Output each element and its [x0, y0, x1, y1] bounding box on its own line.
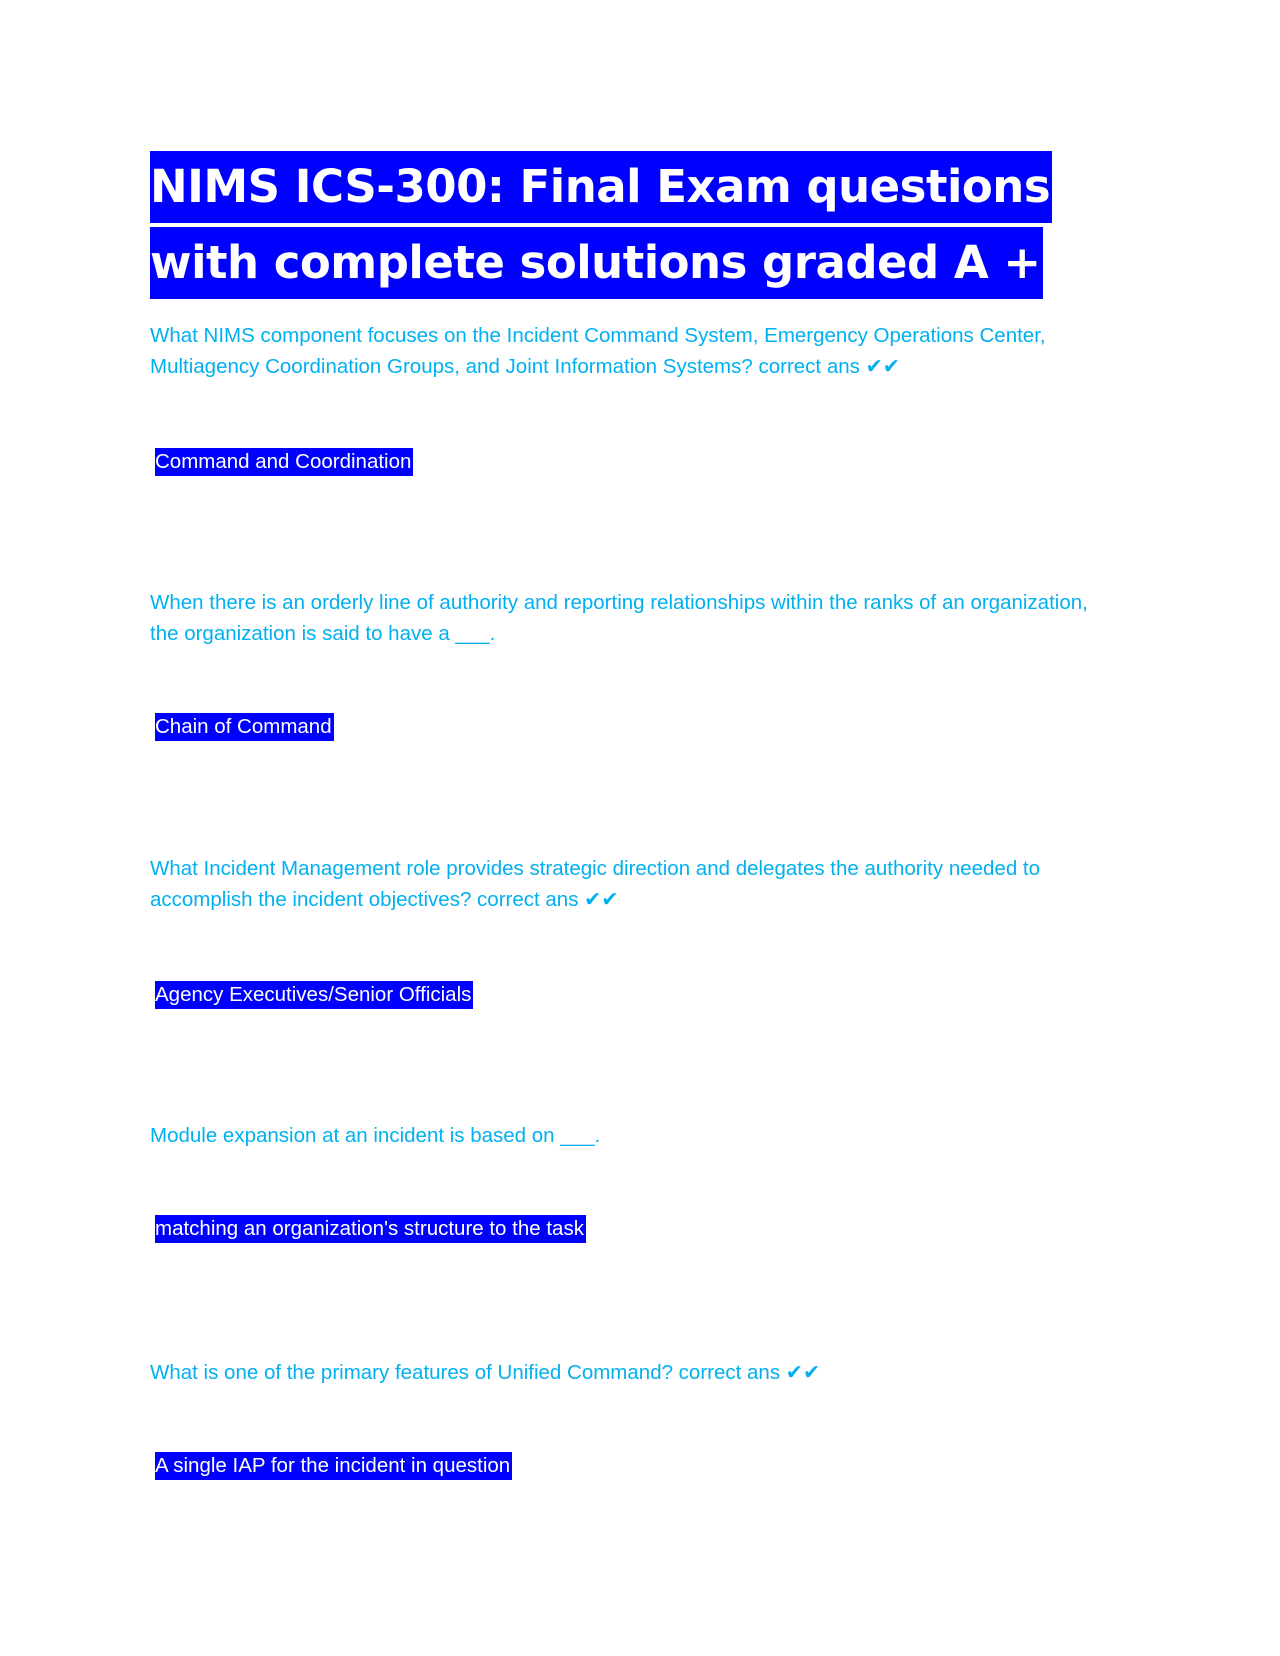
answer-4: matching an organization's structure to the task: [155, 1215, 586, 1243]
question-1: What NIMS component focuses on the Incident Command System, Emergency Operations Center, Multiagency Coordination Groups, and Joint Information Systems? correct ans ✔✔: [150, 324, 1046, 378]
answer-5: A single IAP for the incident in question: [155, 1452, 512, 1480]
answer-1: Command and Coordination: [155, 448, 413, 476]
question-4: Module expansion at an incident is based on ___.: [150, 1124, 601, 1147]
answer-2: Chain of Command: [155, 713, 334, 741]
document-title-line-2: with complete solutions graded A +: [150, 227, 1043, 299]
answer-3: Agency Executives/Senior Officials: [155, 981, 473, 1009]
question-5: What is one of the primary features of Unified Command? correct ans ✔✔: [150, 1361, 821, 1384]
question-2: When there is an orderly line of authority and reporting relationships within the ranks of an organization, the organization is said to have a ___.: [150, 591, 1088, 645]
document-title-line-1: NIMS ICS-300: Final Exam questions: [150, 151, 1052, 223]
question-3: What Incident Management role provides strategic direction and delegates the authority needed to accomplish the incident objectives? correct ans ✔✔: [150, 857, 1041, 911]
